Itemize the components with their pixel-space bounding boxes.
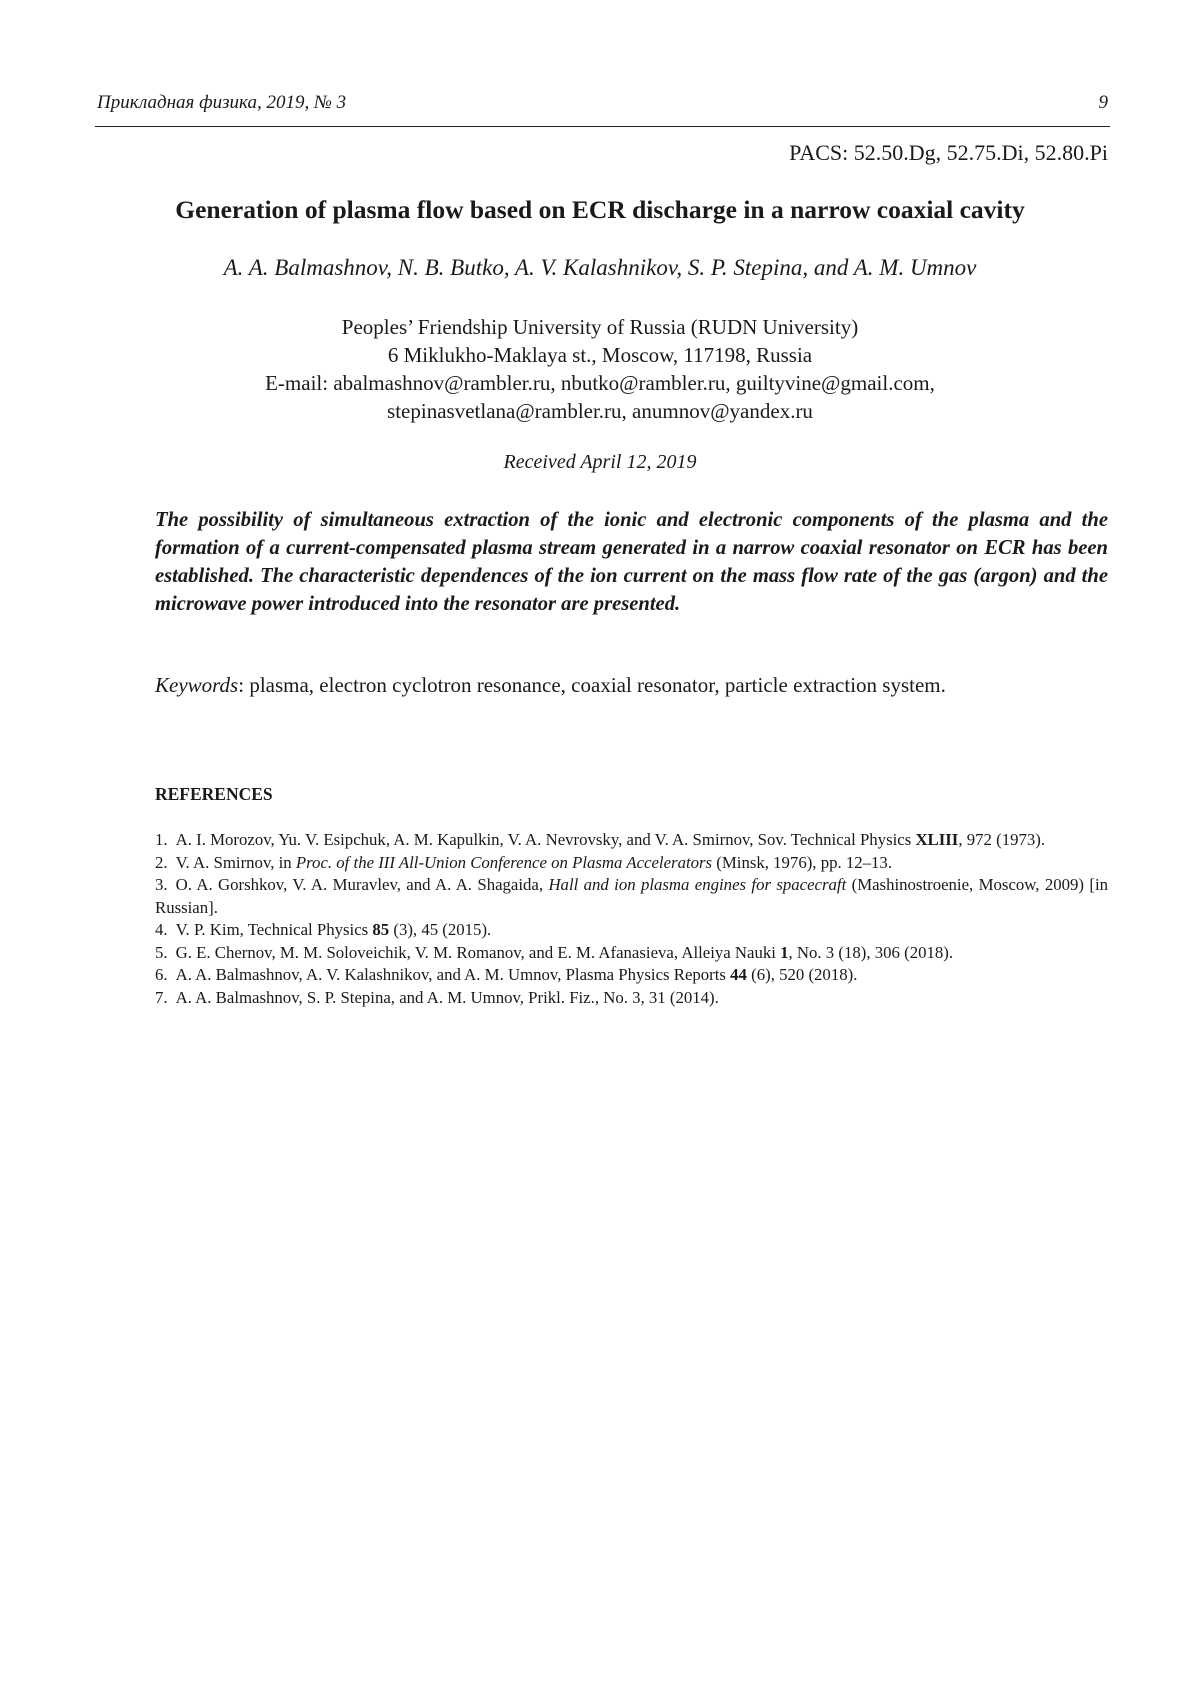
- affiliation-university: Peoples’ Friendship University of Russia (RUDN University): [0, 313, 1200, 341]
- references-list: [155, 829, 1108, 1009]
- keywords: [155, 673, 1108, 698]
- affiliation-address: 6 Miklukho-Maklaya st., Moscow, 117198, Russia: [0, 341, 1200, 369]
- keywords-label: Keywords: [155, 673, 238, 697]
- keywords-text: : plasma, electron cyclotron resonance, coaxial resonator, particle extraction system.: [238, 673, 946, 697]
- affiliation-emails-cont: stepinasvetlana@rambler.ru, anumnov@yandex.ru: [0, 397, 1200, 425]
- journal-name: Прикладная физика, 2019, № 3: [97, 92, 346, 114]
- affiliation-emails: E-mail: abalmashnov@rambler.ru, nbutko@rambler.ru, guiltyvine@gmail.com,: [0, 369, 1200, 397]
- paper-title: Generation of plasma flow based on ECR discharge in a narrow coaxial cavity: [0, 195, 1200, 225]
- affiliation: [0, 313, 1200, 425]
- running-head: [95, 92, 1110, 127]
- reference-item: 6. A. A. Balmashnov, A. V. Kalashnikov, and A. M. Umnov, Plasma Physics Reports 44 (6), 520 (2018).: [155, 964, 1108, 987]
- pacs-codes: PACS: 52.50.Dg, 52.75.Di, 52.80.Pi: [789, 140, 1108, 166]
- authors: A. A. Balmashnov, N. B. Butko, A. V. Kalashnikov, S. P. Stepina, and A. M. Umnov: [0, 255, 1200, 281]
- reference-item: 4. V. P. Kim, Technical Physics 85 (3), 45 (2015).: [155, 919, 1108, 942]
- abstract: The possibility of simultaneous extraction of the ionic and electronic components of the plas­ma and the formation of a current-compensated plasma stream generated in a narrow coaxial resonator on ECR has been established. The characteristic dependences of the ion current on the mass flow rate of the gas (argon) and the microwave power introduced into the resonator are presented.: [155, 506, 1108, 618]
- references-heading: REFERENCES: [155, 784, 273, 805]
- reference-item: 1. A. I. Morozov, Yu. V. Esipchuk, A. M. Kapulkin, V. A. Nevrovsky, and V. A. Smirnov, Sov. Technical Physics XLIII, 972 (1973).: [155, 829, 1108, 852]
- reference-item: 3. O. A. Gorshkov, V. A. Muravlev, and A. A. Shagaida, Hall and ion plasma engines for spacecraft (Mashi­nostroenie, Moscow, 2009) [in Russian].: [155, 874, 1108, 919]
- reference-item: 2. V. A. Smirnov, in Proc. of the III All-Union Conference on Plasma Accelerators (Minsk, 1976), pp. 12–13.: [155, 852, 1108, 875]
- reference-item: 5. G. E. Chernov, M. M. Soloveichik, V. M. Romanov, and E. M. Afanasieva, Alleiya Nauki 1, No. 3 (18), 306 (2018).: [155, 942, 1108, 965]
- page-number: 9: [1099, 92, 1109, 114]
- received-date: Received April 12, 2019: [0, 451, 1200, 474]
- reference-item: 7. A. A. Balmashnov, S. P. Stepina, and A. M. Umnov, Prikl. Fiz., No. 3, 31 (2014).: [155, 987, 1108, 1010]
